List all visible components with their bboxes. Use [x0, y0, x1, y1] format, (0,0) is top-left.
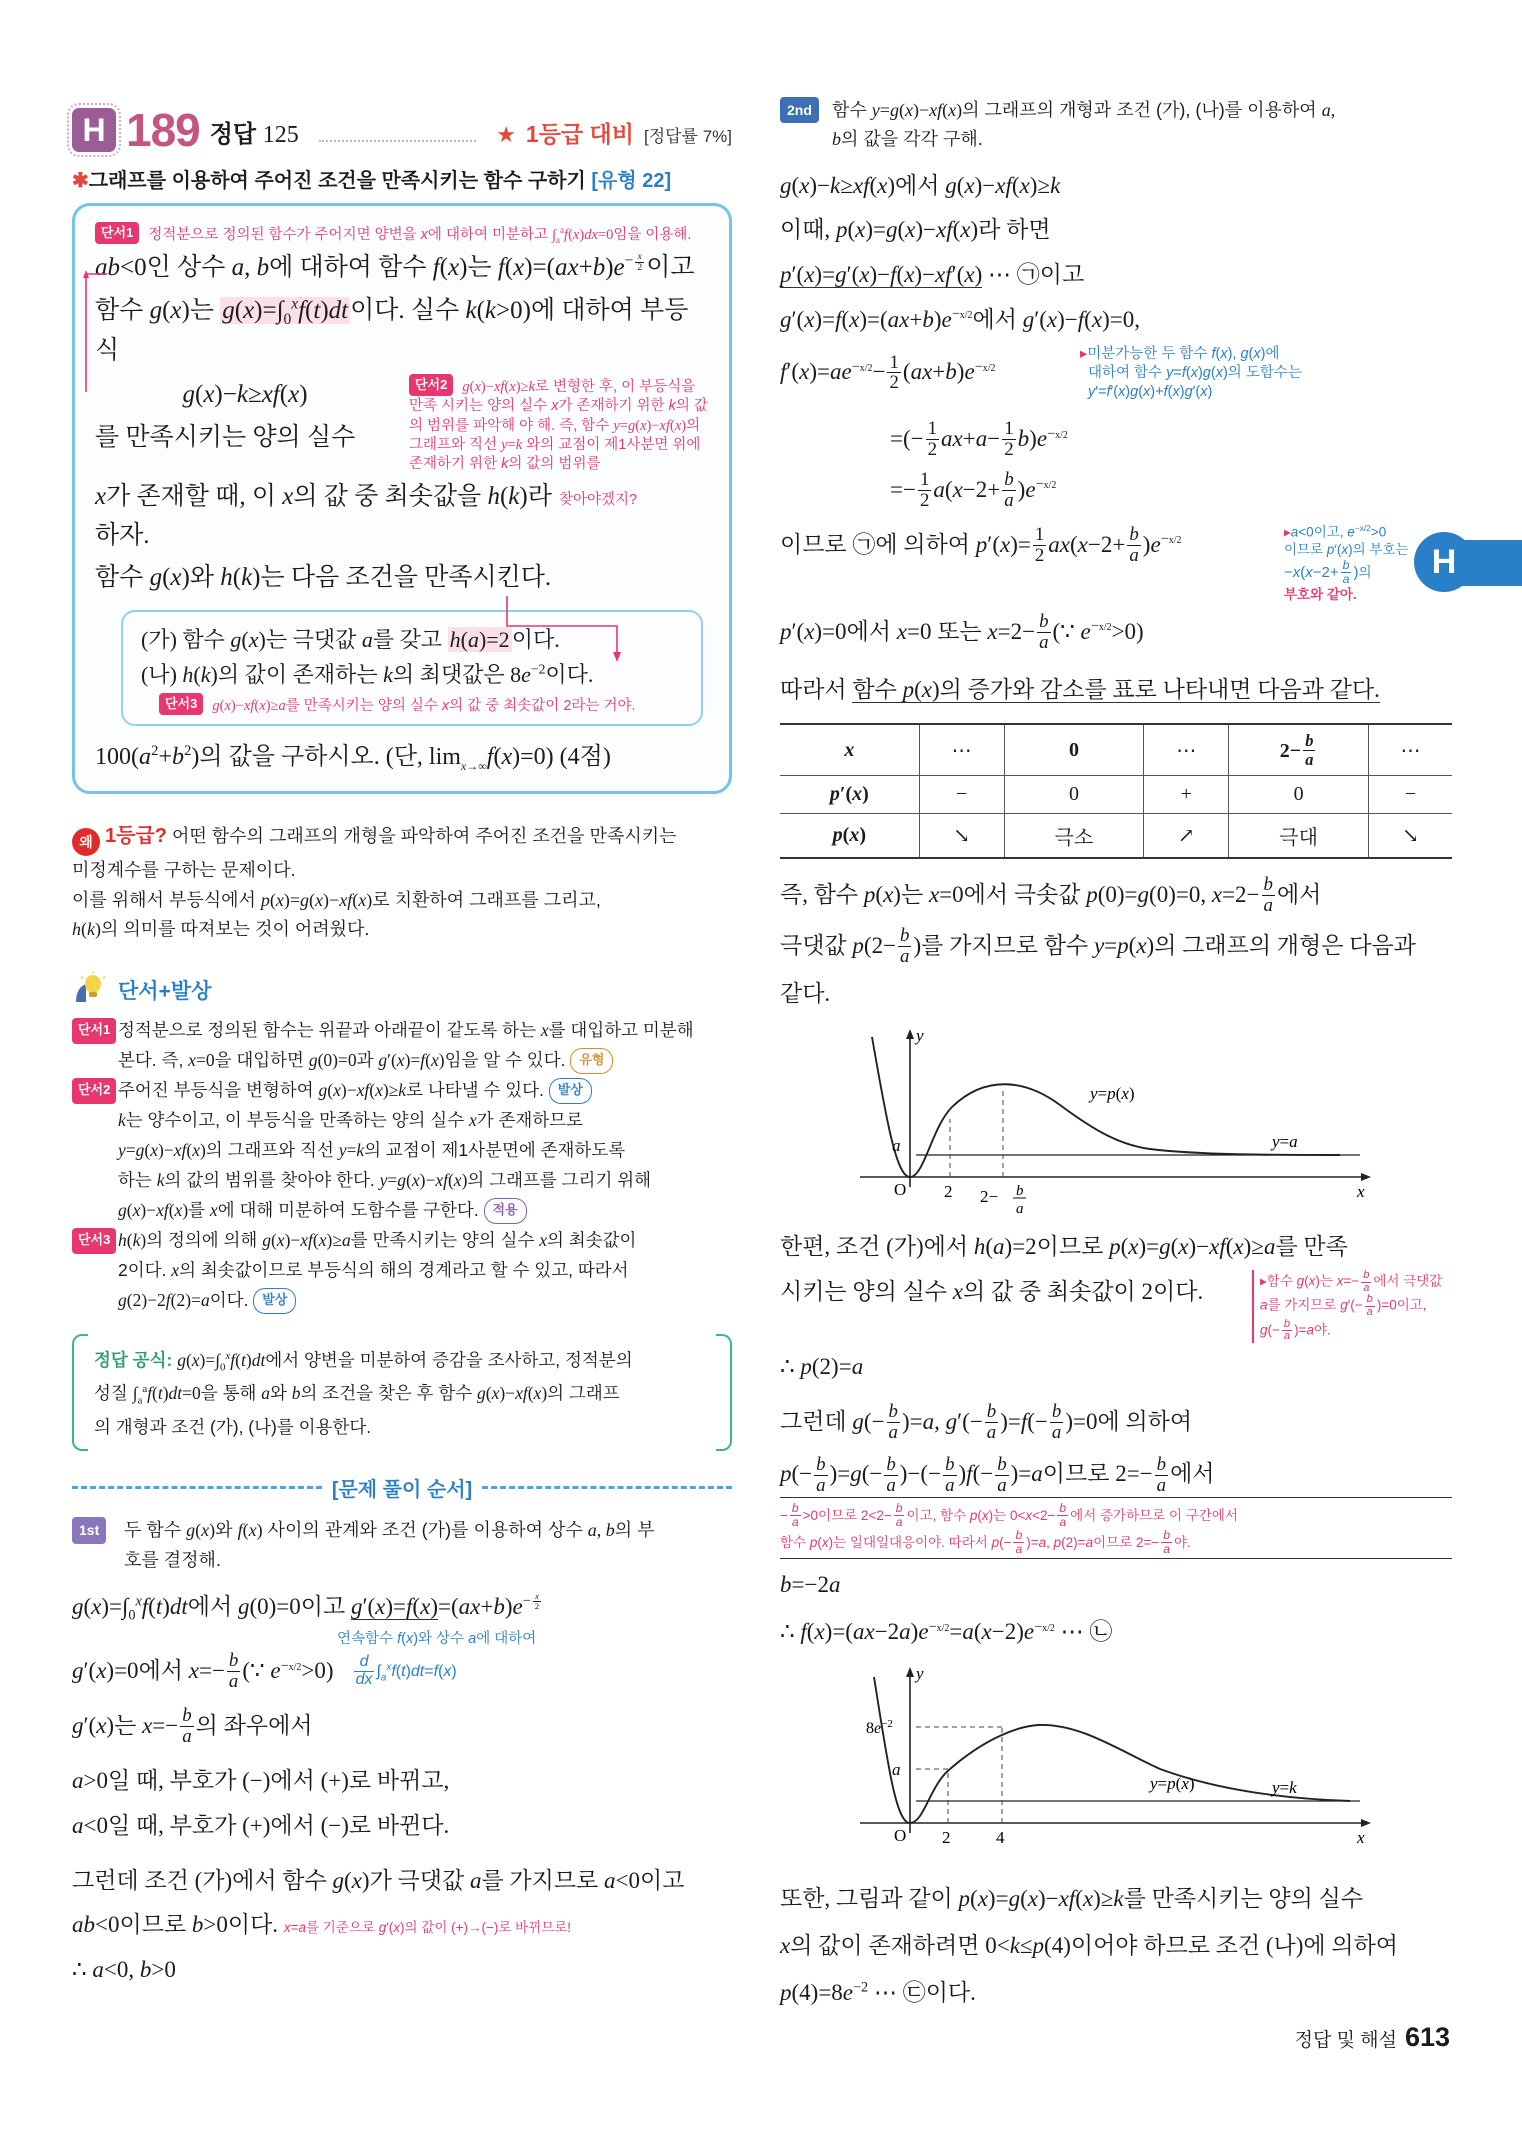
hint2-tag: 단서2 [409, 374, 453, 396]
hints-list [72, 1016, 732, 1314]
problem-line-1: ab<0인 상수 a, b에 대하여 함수 f(x)는 $f(x)=(ax+b)e^{- \frac{x}{2}}$ 이고 [95, 250, 695, 281]
answer-value: 125 [262, 122, 299, 148]
right-line-15: 시키는 양의 실수 x의 값 중 최솟값이 2이다. [780, 1279, 1204, 1305]
problem-line-4: x가 존재할 때, 이 x의 값 중 최솟값을 h(k)라 하자. [95, 482, 552, 549]
cell: ⋯ [919, 724, 1004, 775]
svg-text:2−: 2− [980, 1187, 999, 1207]
pill-idea: 발상 [549, 1078, 592, 1104]
note-red-4: 함수 p(x)는 일대일대응이야. 따라서 p(− $\frac{b}{a}$ )=a, p(2)=a이므로 2=− $\frac{b}{a}$ 야. [780, 1529, 1452, 1560]
right-line-5: $f'(x)=ae^{-x/2}-$ $\frac{1}{2}$ $(ax+b)e^{-x/2}$ [780, 351, 996, 394]
cell: 0 [1004, 724, 1144, 775]
subtitle-type: [유형 22] [591, 170, 672, 192]
hint-item-3-line3: g(2)−2f(2)=a이다. 발상 [72, 1286, 732, 1314]
header-dotted-rule [319, 140, 476, 142]
cell: ↗ [1144, 813, 1229, 858]
why-badge-icon: 왜 [72, 828, 100, 856]
hint-item-2-line4: 하는 k의 값의 범위를 찾아야 한다. y=g(x)−xf(x)의 그래프를 그리기 위해 [118, 1169, 652, 1190]
cell: ⋯ [1368, 724, 1452, 775]
table-head-x: x [780, 724, 919, 775]
svg-text:y=k: y=k [1272, 1778, 1297, 1797]
equation-3: g′(x)는 x=− $\frac{b}{a}$ 의 좌우에서 [72, 1705, 313, 1748]
hint-item-1-tag: 단서1 [72, 1018, 116, 1044]
step-1: 1st 두 함수 g(x)와 f(x) 사이의 관계와 조건 (가)를 이용하여 상수 a, b의 부 호를 결정해. [72, 1516, 732, 1574]
condition-b: (나) h(k)의 값이 존재하는 k의 최댓값은 $8e^{-2}$이다. [141, 662, 594, 688]
svg-text:8e−2: $8e^{-2}$ [866, 1718, 893, 1737]
cell: ↘ [1368, 813, 1452, 858]
note-blue-3: ▸미분가능한 두 함수 f(x), g(x)에 대하여 함수 y=f(x)g(x)의 도함수는 y′=f′(x)g(x)+f(x)g′(x) [1080, 345, 1302, 401]
right-line-10: 따라서 함수 p(x)의 증가와 감소를 표로 나타내면 다음과 같다. [780, 677, 1380, 703]
note-blue-4: ▸a<0이고, $e^{-x/2}>0$ 이므로 p′(x)의 부호는 −x(x−2+ $\frac{b}{a}$ )의 부호와 같아. [1284, 522, 1409, 602]
right-line-3: p′(x)=g′(x)−f(x)−xf′(x) ⋯ ㉠이고 [780, 262, 1085, 288]
table-head-pprime: p′(x) [780, 775, 919, 813]
formula-line-2: 성질 $\int_a^af(t)dt=0$을 통해 a와 b의 조건을 찾은 후 함수 g(x)−xf(x)의 그래프 [94, 1383, 620, 1407]
formula-line-1: 정답 공식: $g(x)=\int_0^xf(t)dt$에서 양변을 미분하여 증감을 조사하고, 정적분의 [94, 1349, 633, 1374]
why-line-4: h(k)의 의미를 따져보는 것이 어려웠다. [72, 918, 370, 939]
equation-5: a<0일 때, 부호가 (+)에서 (−)로 바뀐다. [72, 1812, 450, 1838]
cell: − [1368, 775, 1452, 813]
svg-text:x: x [1357, 1182, 1365, 1202]
svg-text:2: 2 [944, 1182, 953, 1202]
right-line-2: 이때, p(x)=g(x)−xf(x)라 하면 [780, 217, 1051, 243]
note-blue-1: 연속함수 f(x)와 상수 a에 대하여 [337, 1631, 537, 1648]
why-title: 1등급? [105, 825, 167, 848]
hint-item-2-tag: 단서2 [72, 1078, 116, 1104]
table-row [780, 775, 1452, 813]
hint1-arrow-icon [83, 264, 109, 396]
cell: 극대 [1229, 813, 1369, 858]
step-1-badge: 1st [72, 1517, 106, 1544]
hint-item-1: 단서1 정적분으로 정의된 함수는 위끝과 아래끝이 같도록 하는 x를 대입하고 미분해 [72, 1016, 732, 1044]
graph-2 [820, 1665, 1380, 1865]
hint1-callout: 단서1 정적분으로 정의된 함수가 주어지면 양변을 x에 대하여 미분하고 $\int_a^af(x)dx=0$임을 이용해. [95, 222, 709, 247]
formula-label: 정답 공식: [94, 1349, 173, 1370]
chapter-badge-icon: H [72, 108, 116, 152]
hint-item-3-tag: 단서3 [72, 1228, 116, 1254]
hint-item-3-line2: 2이다. x의 최솟값이므로 부등식의 해의 경계라고 할 수 있고, 따라서 [118, 1259, 629, 1280]
right-line-20: ∴ $f(x)=(ax-2a)e^{-x/2}=a(x-2)e^{-x/2}$ ⋯ ㉡ [780, 1618, 1113, 1645]
hint2-tail: 찾아야겠지? [559, 491, 638, 508]
pill-type: 유형 [570, 1048, 613, 1074]
problem-box [72, 203, 732, 794]
right-line-12: 극댓값 p(2− $\frac{b}{a}$ )를 가지므로 함수 y=p(x)의 그래프의 개형은 다음과 [780, 924, 1416, 967]
right-line-18: p(− $\frac{b}{a}$ )=g(− $\frac{b}{a}$ )−(− $\frac{b}{a}$ )f(− $\frac{b}{a}$ )=a이므로 2=− $\frac{b}{a}$ 에서 [780, 1452, 1452, 1498]
divider-right [482, 1486, 732, 1489]
cell: ⋯ [1144, 724, 1229, 775]
svg-text:b: b [1016, 1183, 1024, 1200]
why-line-3: 이를 위해서 부등식에서 p(x)=g(x)−xf(x)로 치환하여 그래프를 그리고, [72, 889, 601, 910]
right-column [780, 96, 1452, 2016]
problem-subtitle [72, 164, 732, 193]
right-line-17: 그런데 g(− $\frac{b}{a}$ )=a, g′(− $\frac{b}{a}$ )=f(− $\frac{b}{a}$ )=0에 의하여 [780, 1400, 1193, 1443]
right-line-23: $p(4)=8e^{-2}$ ⋯ ㉢이다. [780, 1979, 976, 2005]
why-line-1: 어떤 함수의 그래프의 개형을 파악하여 주어진 조건을 만족시키는 [172, 826, 677, 847]
table-row [780, 813, 1452, 858]
hint3-tag: 단서3 [159, 693, 203, 715]
right-line-8: 이므로 ㉠에 의하여 p′(x)= $\frac{1}{2}$ ax(x−2+ $\frac{b}{a}$ )$e^{-x/2}$ [780, 524, 1182, 566]
note-red-3: − $\frac{b}{a}$ >0이므로 2<2− $\frac{b}{a}$ 이고, 함수 p(x)는 0<x<2− $\frac{b}{a}$ 에서 증가하므로 이 구간에서 [780, 1501, 1238, 1530]
svg-text:a: a [892, 1136, 901, 1156]
problem-line-3: 를 만족시키는 양의 실수 [95, 424, 356, 452]
cell: ↘ [919, 813, 1004, 858]
note-red-1: x=a를 기준으로 g′(x)의 값이 (+)→(−)로 바뀌므로! [283, 1920, 572, 1936]
page-footer [1295, 2022, 1450, 2053]
equation-1: $g(x)=\int_0^xf(t)dt$에서 g(0)=0이고 $g'(x)=f(x)=(ax+b)e^{- \frac{x}{2}}$ [72, 1590, 540, 1624]
equation-7: ab<0이므로 b>0이다. x=a를 기준으로 g′(x)의 값이 (+)→(−)로 바뀌므로! [72, 1912, 572, 1938]
left-column [72, 96, 732, 1993]
equation-8: ∴ a<0, b>0 [72, 1957, 176, 1983]
problem-header [72, 96, 732, 156]
right-line-7: =− $\frac{1}{2}$ a(x−2+ $\frac{b}{a}$ )$e^{-x/2}$ [890, 469, 1057, 512]
cell: 2− $\frac{b}{a}$ [1229, 724, 1369, 775]
svg-text:y=a: y=a [1272, 1132, 1298, 1152]
svg-text:y: y [916, 1027, 924, 1046]
right-line-13: 같다. [780, 981, 831, 1007]
svg-text:a: a [892, 1760, 901, 1779]
answer-rate: [정답률 7%] [643, 127, 732, 146]
svg-text:O: O [894, 1826, 907, 1845]
svg-text:2: 2 [942, 1828, 951, 1847]
right-line-9: p′(x)=0에서 x=0 또는 x=2− $\frac{b}{a}$ (∵ $e^{-x/2}>0$) [780, 610, 1144, 653]
note-blue-2: $\frac{d}{dx}$ $\int_a^xf(t)dt=f(x)$ [355, 1653, 457, 1689]
right-line-16: ∴ p(2)=a [780, 1353, 864, 1379]
svg-text:y=p(x): y=p(x) [1090, 1084, 1135, 1104]
table-row [780, 724, 1452, 775]
svg-text:4: 4 [996, 1828, 1005, 1847]
page-number: 613 [1404, 2022, 1450, 2052]
equation-2: g′(x)=0에서 x=− $\frac{b}{a}$ (∵ $e^{-x/2}>0$) [72, 1650, 334, 1693]
hint3-callout: 단서3 g(x)−xf(x)≥a를 만족시키는 양의 실수 x의 값 중 최솟값이 2라는 거야. [159, 693, 683, 716]
svg-text:x: x [1357, 1828, 1365, 1847]
right-line-21: 또한, 그림과 같이 p(x)=g(x)−xf(x)≥k를 만족시키는 양의 실수 [780, 1886, 1364, 1911]
answer-label [210, 114, 299, 152]
step-2: 2nd 함수 y=g(x)−xf(x)의 그래프의 개형과 조건 (가), (나)를 이용하여 a, b의 값을 각각 구해. [780, 96, 1452, 154]
hints-title: 단서+발상 [118, 979, 212, 1003]
problem-line-2: 함수 g(x)는 $g(x)=\int_0^xf(t)dt$이다. 실수 k(k>0)에 대하여 부등식 [95, 295, 689, 364]
right-line-4: $g'(x)=f(x)=(ax+b)e^{-x/2}$에서 g′(x)−f(x)=0, [780, 306, 1140, 333]
right-line-22: x의 값이 존재하려면 0<k≤p(4)이어야 하므로 조건 (나)에 의하여 [780, 1932, 1399, 1958]
equation-6: 그런데 조건 (가)에서 함수 g(x)가 극댓값 a를 가지므로 a<0이고 [72, 1867, 685, 1893]
svg-text:y=p(x): y=p(x) [1150, 1774, 1195, 1793]
right-line-11: 즉, 함수 p(x)는 x=0에서 극솟값 p(0)=g(0)=0, x=2− $\frac{b}{a}$ 에서 [780, 874, 1322, 916]
asterisk-icon: ✱ [72, 170, 89, 192]
problem-number: 189 [126, 104, 200, 156]
table-head-p: p(x) [780, 813, 919, 858]
divider-label: [문제 풀이 순서] [331, 1479, 473, 1502]
hints-section-title [72, 972, 732, 1008]
subtitle-text: 그래프를 이용하여 주어진 조건을 만족시키는 함수 구하기 [88, 170, 586, 192]
cell: 극소 [1004, 813, 1144, 858]
equation-4: a>0일 때, 부호가 (−)에서 (+)로 바뀌고, [72, 1767, 450, 1793]
hint1-tag: 단서1 [95, 222, 139, 244]
variation-table [780, 723, 1452, 858]
problem-line-5: 함수 g(x)와 h(k)는 다음 조건을 만족시킨다. [95, 564, 552, 592]
cell: 0 [1004, 775, 1144, 813]
svg-text:a: a [1016, 1201, 1024, 1218]
pill-apply: 적용 [484, 1198, 527, 1224]
hint-item-2: 단서2 주어진 부등식을 변형하여 g(x)−xf(x)≥k로 나타낼 수 있다. 발상 [72, 1076, 732, 1104]
solution-order-divider [72, 1473, 732, 1502]
side-chapter-badge: H [1414, 532, 1474, 592]
answer-formula-box [72, 1334, 732, 1451]
grade-label: 1등급 대비 [525, 121, 634, 147]
cell: − [919, 775, 1004, 813]
cell: + [1144, 775, 1229, 813]
formula-line-3: 의 개형과 조건 (가), (나)를 이용한다. [94, 1417, 372, 1437]
note-red-2: ▸함수 g(x)는 x=− $\frac{b}{a}$ 에서 극댓값 a를 가지므로 g′(− $\frac{b}{a}$ )=0이고, g(− $\frac{b}{a}$ )=a야. [1252, 1270, 1452, 1343]
lightbulb-head-icon [72, 972, 108, 1008]
hint-item-1-line2: 본다. 즉, x=0을 대입하면 g(0)=0과 g′(x)=f(x)임을 알 수 있다. 유형 [72, 1046, 732, 1074]
hint-item-3: 단서3 h(k)의 정의에 의해 g(x)−xf(x)≥a를 만족시키는 양의 실수 x의 최솟값이 [72, 1226, 732, 1254]
why-section [72, 820, 732, 943]
hint-item-2-line5: g(x)−xf(x)를 x에 대해 미분하여 도함수를 구한다. 적용 [72, 1196, 732, 1224]
hint-item-2-line2: k는 양수이고, 이 부등식을 만족하는 양의 실수 x가 존재하므로 [118, 1109, 584, 1130]
svg-text:O: O [894, 1180, 907, 1200]
svg-text:y: y [916, 1665, 924, 1683]
condition-a: (가) 함수 g(x)는 극댓값 a를 갖고 h(a)=2이다. [141, 627, 560, 653]
problem-final-question: $100(a^2+b^2)$의 값을 구하시오. (단, $\lim_{x\to\infty}f(x)=0$) (4점) [95, 742, 611, 773]
footer-label: 정답 및 해설 [1294, 2030, 1397, 2051]
graph-1 [820, 1027, 1380, 1217]
right-line-6: =(− $\frac{1}{2}$ ax+a− $\frac{1}{2}$ $b)e^{-x/2}$ [890, 418, 1068, 461]
condition-arrow-icon [505, 592, 627, 670]
hint-item-2-line3: y=g(x)−xf(x)의 그래프와 직선 y=k의 교점이 제1사분면에 존재하도록 [118, 1139, 626, 1160]
right-line-19: b=−2a [780, 1572, 841, 1598]
right-line-1: g(x)−k≥xf(x)에서 g(x)−xf(x)≥k [780, 172, 1061, 198]
hint2-callout: 단서2 g(x)−xf(x)≥k로 변형한 후, 이 부등식을 만족 시키는 양의 실수 x가 존재하기 위한 k의 값의 범위를 파악해 야 해. 즉, 함수 y=g(x)−xf(x)의 그래프와 직선 y=k 와의 교점이 제1사분면 위에 존재하기 위한 k의 값의 범위를 [409, 372, 709, 474]
right-line-14: 한편, 조건 (가)에서 h(a)=2이므로 p(x)=g(x)−xf(x)≥a를 만족 [780, 1234, 1348, 1260]
divider-left [72, 1486, 322, 1489]
star-icon: ★ [496, 122, 516, 147]
pill-idea-2: 발상 [253, 1288, 296, 1314]
problem-inequality: g(x)−k≥xf(x) [182, 381, 308, 409]
answer-word: 정답 [209, 121, 257, 148]
cell: 0 [1229, 775, 1369, 813]
step-2-badge: 2nd [780, 97, 819, 123]
why-line-2: 미정계수를 구하는 문제이다. [72, 860, 296, 881]
